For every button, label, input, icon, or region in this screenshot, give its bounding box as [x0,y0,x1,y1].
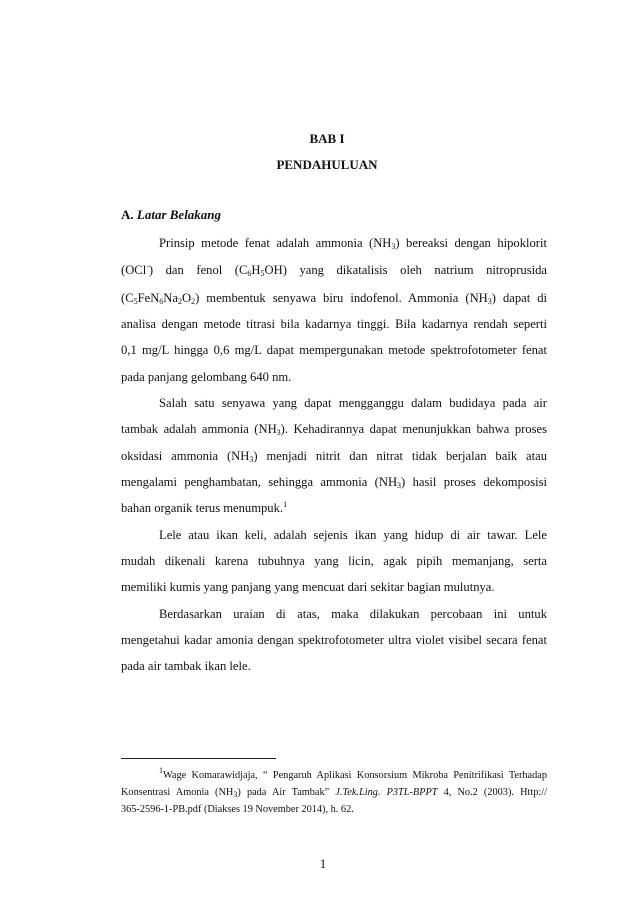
chapter-title: PENDAHULUAN [276,157,378,172]
paragraph-line: memiliki kumis yang panjang yang mencuat dari sekitar bagian mulutnya. [121,580,495,594]
page-number: 1 [319,856,327,871]
paragraph-line: $(C_5FeN_6Na_2O_2)$ membentuk senyawa biru indofenol. Ammonia $(NH_3)$ dapat di [121,291,547,306]
paragraph-line: tambak adalah ammonia $(NH_3)$. Kehadirannya dapat menunjukkan bahwa proses [121,422,547,437]
paragraph-line: mengalami penghambatan, sehingga ammonia $(NH_3)$ hasil proses dekomposisi [121,475,547,490]
footnote-mark: 1 [159,766,163,775]
paragraph-line: pada air tambak ikan lele. [121,659,251,673]
paragraph-line: 0,1 mg/L hingga 0,6 mg/L dapat mempergunakan metode spektrofotometer fenat [121,343,547,357]
paragraph-line: bahan organik terus menumpuk.$^1$ [121,500,288,515]
chapter-label: BAB I [309,131,345,146]
footnote-line: $^1$Wage Komarawidjaja, “ Pengaruh Aplikasi Konsorsium Mikroba Penitrifikasi Terhadap [159,766,547,781]
paragraph-line: mudah dikenali karena tubuhnya yang licin, agak pipih memanjang, serta [121,554,547,568]
paragraph-line: Prinsip metode fenat adalah ammonia $(NH_3)$ bereaksi dengan hipoklorit [159,236,547,251]
section-heading [121,207,221,223]
section-letter: A. [121,207,134,222]
paragraph-line: Salah satu senyawa yang dapat mengganggu dalam budidaya pada air [159,396,547,410]
paragraph-line: (OCl-) dan fenol $(C_6H_5OH)$ yang dikatalisis oleh natrium nitroprusida [121,262,547,278]
paragraph-line: Berdasarkan uraian di atas, maka dilakukan percobaan ini untuk [159,607,547,621]
footnote-line: 365-2596-1-PB.pdf (Diakses 19 November 2014), h. 62. [121,804,354,815]
paragraph-line: pada panjang gelombang 640 nm. [121,370,292,384]
section-title: Latar Belakang [136,207,222,222]
paragraph-line: mengetahui kadar amonia dengan spektrofotometer ultra violet visibel secara fenat [121,633,547,647]
paragraph-line: Lele atau ikan keli, adalah sejenis ikan yang hidup di air tawar. Lele [159,528,547,542]
footnote-divider [121,758,276,759]
footnote-line: Konsentrasi Amonia $(NH_3)$ pada Air Tambak” J.Tek.Ling. P3TL-BPPT 4, No.2 (2003). Http:// [121,787,547,799]
footnote-ref: 1 [283,500,288,509]
paragraph-line: oksidasi ammonia $(NH_3)$ menjadi nitrit dan nitrat tidak berjalan baik atau [121,449,547,464]
paragraph-line: analisa dengan metode titrasi bila kadarnya tinggi. Bila kadarnya rendah seperti [121,317,547,331]
